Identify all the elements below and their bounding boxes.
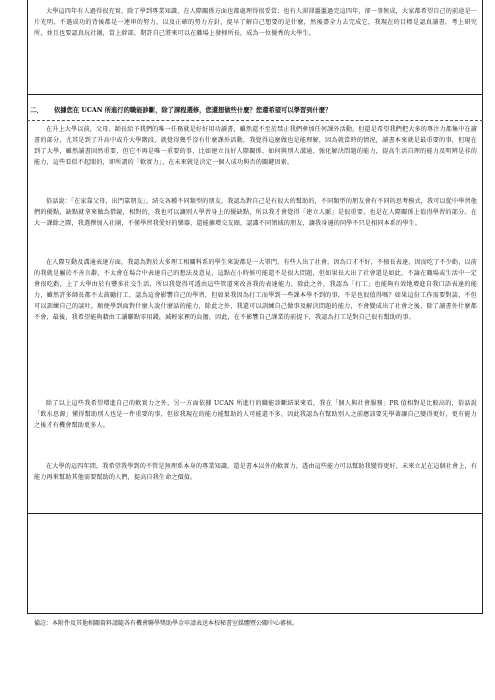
blank-answer-area bbox=[28, 514, 482, 613]
question-underline bbox=[27, 120, 483, 121]
section2-question bbox=[30, 106, 477, 116]
answer-paragraph-5: 在大學的這四年間，我希望我學到的不管是無理系本身的專業知識，還是書本以外的軟實力，透由這些能力可以幫助我變得更好，未來立足在這個社會上，有能力再來幫助其他需要幫助的人們，提高自我生命之價值。 bbox=[34, 463, 477, 482]
answer-paragraph-3: 在人際互動及溝通表達方面，我認為對於大多理工相關科系的學生來說都是一大罩門，有些人出了社會，因為口才不好，不擅長表達，因而吃了不少虧，以前的我就是屬於不善言辭，不太會在場合中表達自己的想法及意見，這點在小時候可能還不是很大問題，但如果長大出了社會還是如此，不論在職場或生活中一定會很吃虧，上了大學由於有豐多社交生活，所以我覺得可透由這些管道來改善我的表達能力，除此之外，我認為「打工」也能夠有效地增進自我口語表達的能力，雖然許多師長都不太鼓勵打工，認為這會影響自己的學習，但如果我因為打工而學到一些課本學不到的事，不是也很值得嗎？如果這份工作需要對談，不但可以訓練自己的談吐，順便學到面對什麼人說什麼話的能力，除此之外，我還可以訓練自己做事及解決問題的能力，不會變成出了社會之後，除了讀書外什麼都不會，最後，我希望能夠藉由工讀賺點零用錢，減輕家裡的負擔，因此，在不影響自己課業的前提下，我認為打工是對自己很有幫助的事。 bbox=[34, 259, 477, 322]
section-divider bbox=[27, 94, 483, 95]
answer-paragraph-1: 在升上大學以前，父母、師長給予我們的唯一任務就是好好用功讀書，雖然還不至於禁止我們參加任何課外活動，但還是希望我們把大多的專注力都集中在讀書的部分，尤其是到了升高中或升大學階段，就覺得幾乎沒有什麼課外活動，我覺得這麼做也是能理解，因為就當時的情況，讀書本來就是最重要的事，但現在到了大學，雖然讀書固然重要，但它不再是唯一重要的事，比如建立良好人際關係、如何與別人溝通、強化解決問題的能力，提高生活自理的能力及明辨是非的能力，這些看似不起眼的，卻所謂的「軟實力」，在未來就是決定一個人成功與否的關鍵因素。 bbox=[34, 126, 477, 167]
question-number: 二、 bbox=[30, 107, 43, 114]
answer-paragraph-4: 除了以上這些我希望增進自己的軟實力之外，另一方面依據 UCAN 所進行的職能診斷結果來看，我在「個人與社會服務」PR 值相對是比較高的，俗話說「飲水思源」懂得幫助別人也是一件重要的事，但依我現在的能力能幫助的人可能還不多，因此我認為有幫助別人之前應該要先學著讓自己變得更好，更有能力之後才有機會幫助更多人。 bbox=[34, 400, 477, 430]
footnote: 備註：本附件及其他相關資料請隨各有機會聯學獎助學金申請表送本校秘書室媒體暨公關中心審核。 bbox=[34, 620, 299, 627]
section1-paragraph: 大學這四年有人過得很充實，除了學到專業知識，在人際關係方面也都處理得很妥當；也有人渾渾噩噩過完這四年，卻一事無成，大家都希望自己的前途是一片光明，不過成功的背後都是一連串的努力，以及正確的努力方針，提早了解自己想要的是什麼，然後盡全力去完成它，我現在的目標是認真讀書，考上研究所，並且也要認真玩社團，當上幹部，期許自己將來可以在職場上發揮所長，成為一位優秀的大學生。 bbox=[34, 8, 477, 38]
answer-paragraph-2: 俗話說：「在家靠父母，出門靠朋友」，結交各種不同類型的朋友，我認為對自己是有很大的幫助的，不同類型的朋友會有不同的思考模式，我可以從中學習他們的優點，缺點就拿來做為借鏡，相對的，我也可以讓別人學習身上的優缺點，所以我才會覺得「建立人脈」是很重要，也是在人際關係上值得學習的部分。在大一課餘之際，我選擇加入社團，不僅學習我愛好的樂器，還能擴增交友圈，認識不同領域的朋友，讓我身邊的同學不只是相同本系的學生。 bbox=[34, 198, 477, 228]
question-text: 依據您在 UCAN 所進行的職能診斷，除了課程選修，您還想做些什麼？您還希望可以學習到什麼？ bbox=[54, 107, 332, 114]
